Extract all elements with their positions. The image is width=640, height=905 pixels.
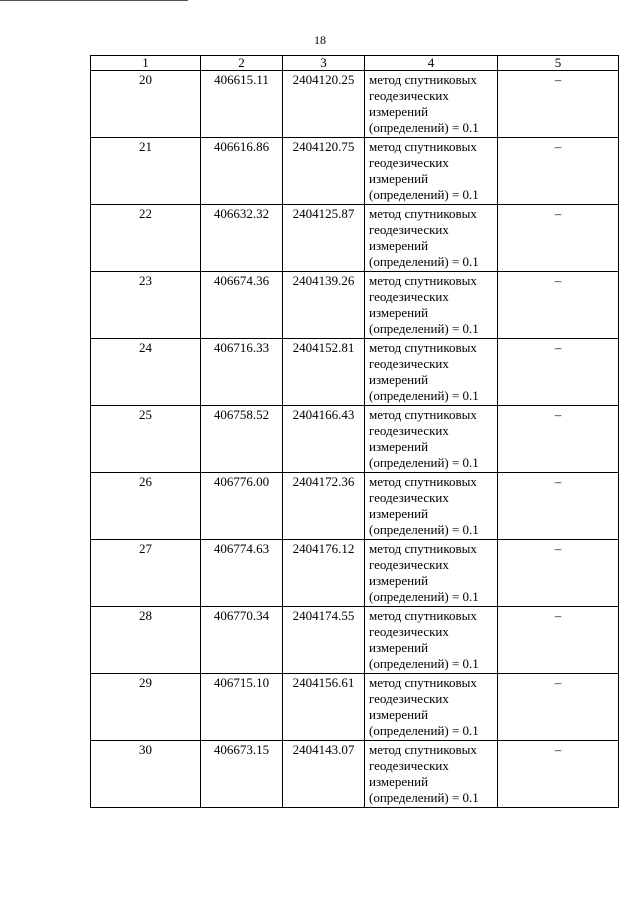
table-row (91, 339, 619, 406)
point-number-cell: 28 (91, 607, 201, 674)
x-coordinate-cell: 406715.10 (201, 674, 283, 741)
method-line: метод спутниковых (369, 340, 477, 355)
table-row (91, 205, 619, 272)
table-row (91, 272, 619, 339)
point-number-cell: 26 (91, 473, 201, 540)
accuracy-cell: – (498, 71, 619, 138)
point-number-cell: 21 (91, 138, 201, 205)
y-coordinate-cell: 2404152.81 (283, 339, 365, 406)
method-cell (365, 339, 498, 406)
method-line: (определений) = 0.1 (369, 187, 479, 202)
method-line: измерений (369, 774, 429, 789)
method-line: геодезических (369, 356, 449, 371)
y-coordinate-cell: 2404143.07 (283, 741, 365, 808)
table-row (91, 674, 619, 741)
page-number: 18 (314, 33, 326, 47)
method-line: измерений (369, 640, 429, 655)
method-line: геодезических (369, 289, 449, 304)
method-line: измерений (369, 104, 429, 119)
method-line: геодезических (369, 691, 449, 706)
method-line: геодезических (369, 155, 449, 170)
table-row (91, 406, 619, 473)
column-header: 1 (91, 56, 201, 71)
method-line: (определений) = 0.1 (369, 790, 479, 805)
accuracy-cell: – (498, 272, 619, 339)
point-number-cell: 25 (91, 406, 201, 473)
method-line: геодезических (369, 758, 449, 773)
method-line: метод спутниковых (369, 541, 477, 556)
method-cell (365, 272, 498, 339)
accuracy-cell: – (498, 205, 619, 272)
x-coordinate-cell: 406716.33 (201, 339, 283, 406)
method-cell (365, 71, 498, 138)
method-line: измерений (369, 372, 429, 387)
method-cell (365, 540, 498, 607)
method-line: геодезических (369, 222, 449, 237)
method-cell (365, 205, 498, 272)
method-line: (определений) = 0.1 (369, 656, 479, 671)
method-line: измерений (369, 707, 429, 722)
x-coordinate-cell: 406616.86 (201, 138, 283, 205)
column-header: 4 (365, 56, 498, 71)
y-coordinate-cell: 2404120.75 (283, 138, 365, 205)
accuracy-cell: – (498, 540, 619, 607)
table-row (91, 71, 619, 138)
y-coordinate-cell: 2404166.43 (283, 406, 365, 473)
method-line: метод спутниковых (369, 675, 477, 690)
accuracy-cell: – (498, 473, 619, 540)
coordinates-table (90, 55, 619, 808)
y-coordinate-cell: 2404176.12 (283, 540, 365, 607)
method-line: (определений) = 0.1 (369, 321, 479, 336)
x-coordinate-cell: 406776.00 (201, 473, 283, 540)
method-line: измерений (369, 506, 429, 521)
y-coordinate-cell: 2404125.87 (283, 205, 365, 272)
method-line: метод спутниковых (369, 474, 477, 489)
accuracy-cell: – (498, 607, 619, 674)
method-line: (определений) = 0.1 (369, 522, 479, 537)
point-number-cell: 22 (91, 205, 201, 272)
method-line: геодезических (369, 423, 449, 438)
method-line: метод спутниковых (369, 407, 477, 422)
method-line: геодезических (369, 490, 449, 505)
table-row (91, 138, 619, 205)
method-line: геодезических (369, 624, 449, 639)
method-cell (365, 674, 498, 741)
table-row (91, 741, 619, 808)
method-line: геодезических (369, 88, 449, 103)
method-line: измерений (369, 238, 429, 253)
x-coordinate-cell: 406632.32 (201, 205, 283, 272)
table-row (91, 473, 619, 540)
x-coordinate-cell: 406674.36 (201, 272, 283, 339)
method-line: (определений) = 0.1 (369, 388, 479, 403)
point-number-cell: 20 (91, 71, 201, 138)
x-coordinate-cell: 406774.63 (201, 540, 283, 607)
x-coordinate-cell: 406758.52 (201, 406, 283, 473)
column-header: 2 (201, 56, 283, 71)
point-number-cell: 27 (91, 540, 201, 607)
method-cell (365, 406, 498, 473)
method-cell (365, 138, 498, 205)
table-row (91, 607, 619, 674)
method-line: (определений) = 0.1 (369, 120, 479, 135)
accuracy-cell: – (498, 406, 619, 473)
method-line: измерений (369, 171, 429, 186)
method-line: измерений (369, 573, 429, 588)
column-header: 5 (498, 56, 619, 71)
x-coordinate-cell: 406770.34 (201, 607, 283, 674)
method-line: (определений) = 0.1 (369, 254, 479, 269)
method-line: (определений) = 0.1 (369, 455, 479, 470)
method-line: метод спутниковых (369, 72, 477, 87)
y-coordinate-cell: 2404156.61 (283, 674, 365, 741)
table-body (91, 71, 619, 808)
point-number-cell: 30 (91, 741, 201, 808)
accuracy-cell: – (498, 741, 619, 808)
point-number-cell: 23 (91, 272, 201, 339)
x-coordinate-cell: 406615.11 (201, 71, 283, 138)
method-line: метод спутниковых (369, 273, 477, 288)
y-coordinate-cell: 2404174.55 (283, 607, 365, 674)
method-line: измерений (369, 439, 429, 454)
top-rule (0, 0, 188, 1)
method-cell (365, 607, 498, 674)
accuracy-cell: – (498, 674, 619, 741)
table-row (91, 540, 619, 607)
accuracy-cell: – (498, 339, 619, 406)
method-line: метод спутниковых (369, 139, 477, 154)
method-line: метод спутниковых (369, 206, 477, 221)
method-line: (определений) = 0.1 (369, 723, 479, 738)
method-cell (365, 473, 498, 540)
method-line: геодезических (369, 557, 449, 572)
accuracy-cell: – (498, 138, 619, 205)
x-coordinate-cell: 406673.15 (201, 741, 283, 808)
method-cell (365, 741, 498, 808)
method-line: (определений) = 0.1 (369, 589, 479, 604)
method-line: метод спутниковых (369, 742, 477, 757)
y-coordinate-cell: 2404120.25 (283, 71, 365, 138)
point-number-cell: 29 (91, 674, 201, 741)
y-coordinate-cell: 2404172.36 (283, 473, 365, 540)
method-line: измерений (369, 305, 429, 320)
y-coordinate-cell: 2404139.26 (283, 272, 365, 339)
column-header: 3 (283, 56, 365, 71)
point-number-cell: 24 (91, 339, 201, 406)
table-header-row (91, 56, 619, 71)
method-line: метод спутниковых (369, 608, 477, 623)
